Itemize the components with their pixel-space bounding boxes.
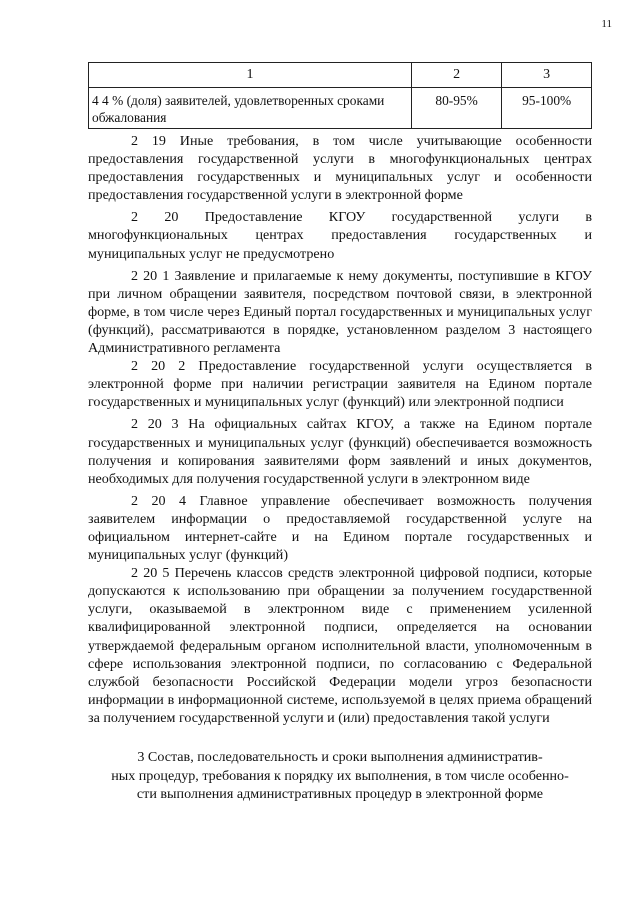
paragraph-2-20-5: 2 20 5 Перечень классов средств электронной цифровой подписи, которые допускаются к использованию при обращении за получением государственной услуги, оказываемой в электронном виде с применением усиленной квалифицированной электронной подписи, определяется на основании утверждаемой федеральным органом исполнительной власти, уполномоченным в сфере использования электронной подписи, по согласованию с Федеральной службой безопасности Российской Федерации модели угроз безопасности информации в информационной системе, используемой в целях приема обращений за получением государственной услуги и (или) предоставления такой услуги xyxy=(88,565,592,726)
paragraph-2-20: 2 20 Предоставление КГОУ государственной услуги в многофункциональных центрах предоставления государственных и муниципальных услуг не предусмотрено xyxy=(88,209,592,262)
table-header-col-1: 1 xyxy=(89,63,412,88)
section-heading-line: 3 Состав, последовательность и сроки выполнения административ- xyxy=(137,749,543,765)
section-3-heading xyxy=(80,748,600,804)
section-heading-line: ных процедур, требования к порядку их выполнения, в том числе особенно- xyxy=(111,767,569,784)
table-cell-indicator: 4 4 % (доля) заявителей, удовлетворенных сроками обжалования xyxy=(89,88,412,129)
paragraph-2-20-4: 2 20 4 Главное управление обеспечивает возможность получения заявителем информации о предоставляемой государственной услуге на официальном интернет-сайте и на Едином портале государственных и муниципальных услуг (функций) xyxy=(88,492,592,564)
table-cell-target: 95-100% xyxy=(502,88,592,129)
paragraph-2-20-2: 2 20 2 Предоставление государственной услуги осуществляется в электронной форме при наличии регистрации заявителя на Едином портале государственных и муниципальных услуг (функций) или электронной подписи xyxy=(88,358,592,411)
table-cell-normative: 80-95% xyxy=(411,88,501,129)
document-body xyxy=(88,62,592,804)
section-heading-line: сти выполнения административных процедур в электронной форме xyxy=(136,786,544,803)
indicators-table xyxy=(88,62,592,129)
paragraph-2-20-1: 2 20 1 Заявление и прилагаемые к нему документы, поступившие в КГОУ при личном обращении заявителя, посредством почтовой связи, в электронной форме, в том числе через Единый портал государственных и муниципальных услуг (функций), рассматриваются в порядке, установленном разделом 3 настоящего Административного регламента xyxy=(88,267,592,357)
table-header-col-2: 2 xyxy=(411,63,501,88)
table-row xyxy=(89,88,592,129)
table-header-col-3: 3 xyxy=(502,63,592,88)
page-number: 11 xyxy=(601,18,612,30)
paragraph-2-19: 2 19 Иные требования, в том числе учитывающие особенности предоставления государственной услуги в многофункциональных центрах предоставления государственных и муниципальных услуг и особенности предоставления государственной услуги в электронной форме xyxy=(88,133,592,204)
paragraph-2-20-3: 2 20 3 На официальных сайтах КГОУ, а также на Едином портале государственных и муниципальных услуг (функций) обеспечивается возможность получения и копирования заявителями форм заявлений и иных документов, необходимых для получения государственной услуги в электронном виде xyxy=(88,416,592,487)
table-header-row xyxy=(89,63,592,88)
